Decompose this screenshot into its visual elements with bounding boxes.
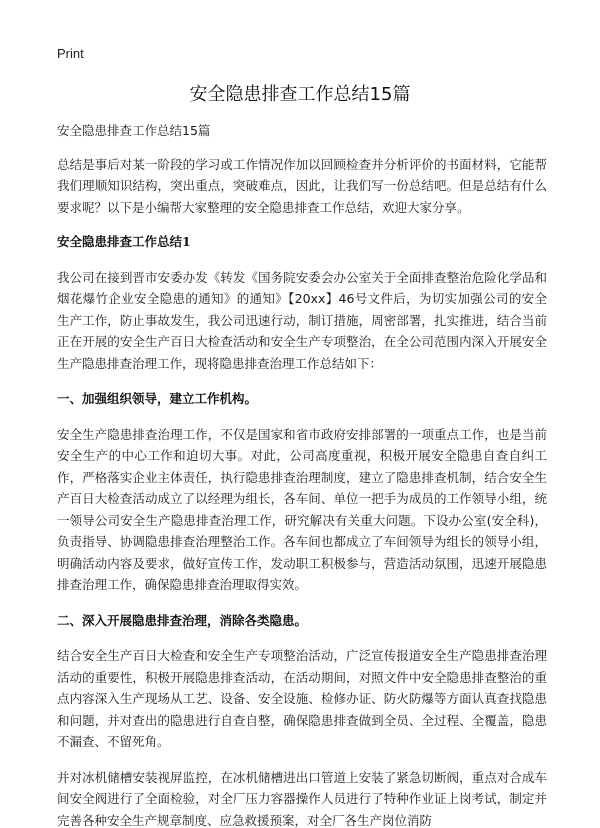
paragraph-3: 结合安全生产百日大检查和安全生产专项整治活动，广泛宣传报道安全生产隐患排查治理活动的重要性，积极开展隐患排查活动，在活动期间，对照文件中安全隐患排查整治的重点内容深入生产现场从工艺、设备、安全设施、检修办证、防火防爆等方面认真查找隐患和问题，并对查出的隐患进行自查自整，确保隐患排查做到全员、全过程、全覆盖，隐患不漏查、不留死角。 <box>57 648 547 749</box>
document-body <box>57 120 547 828</box>
heading-1: 一、加强组织领导，建立工作机构。 <box>57 391 258 406</box>
print-label: Print <box>57 46 84 61</box>
heading-2: 二、深入开展隐患排查治理，消除各类隐患。 <box>57 612 308 628</box>
paragraph-2: 安全生产隐患排查治理工作，不仅是国家和省市政府安排部署的一项重点工作，也是当前安全生产的中心工作和迫切大事。对此，公司高度重视，积极开展安全隐患自查自纠工作，严格落实企业主体责任，执行隐患排查治理制度，建立了隐患排查机制，结合安全生产百日大检查活动成立了以经理为组长，各车间、单位一把手为成员的工作领导小组，统一领导公司安全生产隐患排查治理工作，研究解决有关重大问题。下设办公室(安全科)，负责指导、协调隐患排查治理整治工作。各车间也都成立了车间领导为组长的领导小组，明确活动内容及要求，做好宣传工作，发动职工积极参与，营造活动氛围，迅速开展隐患排查治理工作，确保隐患排查治理取得实效。 <box>57 426 547 592</box>
page-title: 安全隐患排查工作总结15篇 <box>189 84 411 105</box>
paragraph-1: 我公司在接到晋市安委办发《转发《国务院安委会办公室关于全面排查整治危险化学品和烟花爆竹企业安全隐患的通知》的通知》【20xx】46号文件后，为切实加强公司的安全生产工作，防止事故发生，我公司迅速行动，制订措施，周密部署，扎实推进，结合当前正在开展的安全生产百日大检查活动和安全生产专项整治，在全公司范围内深入开展安全生产隐患排查治理工作，现将隐患排查治理工作总结如下： <box>57 269 547 371</box>
intro-paragraph: 总结是事后对某一阶段的学习或工作情况作加以回顾检查并分析评价的书面材料，它能帮我们理顺知识结构，突出重点，突破难点，因此，让我们写一份总结吧。但是总结有什么要求呢？以下是小编帮大家整理的安全隐患排查工作总结，欢迎大家分享。 <box>57 156 547 215</box>
section-title: 安全隐患排查工作总结1 <box>57 234 191 249</box>
document-subtitle: 安全隐患排查工作总结15篇 <box>57 123 211 138</box>
paragraph-4: 并对冰机储槽安装视屏监控，在冰机储槽进出口管道上安装了紧急切断阀，重点对合成车间安全阀进行了全面检验，对全厂压力容器操作人员进行了特种作业证上岗考试，制定并完善各种安全生产规章制度、应急救援预案，对全厂各生产岗位消防 <box>57 769 547 828</box>
